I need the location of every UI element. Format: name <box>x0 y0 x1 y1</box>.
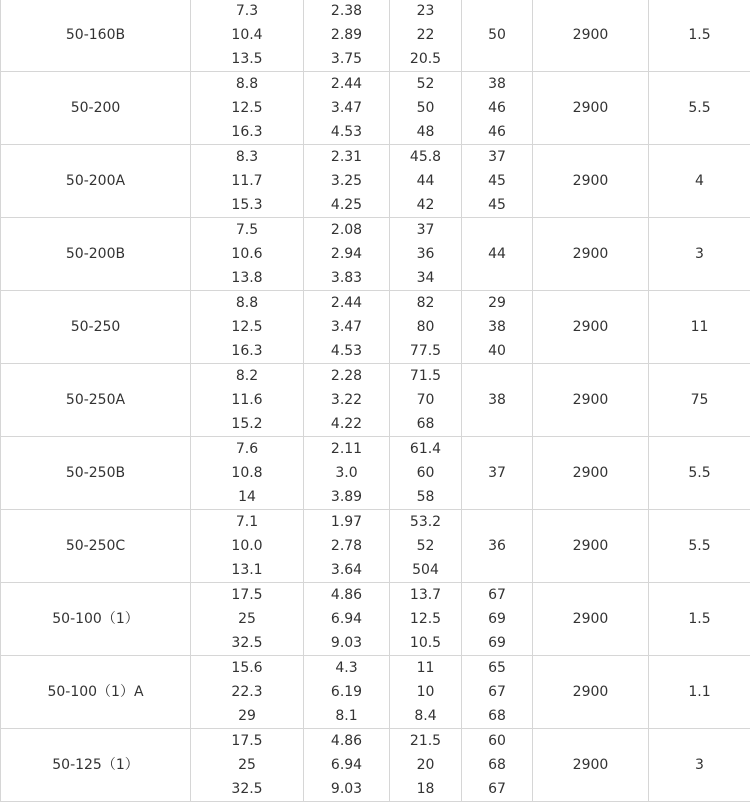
efficiency-cell <box>462 291 533 364</box>
head-cell-values <box>390 510 461 582</box>
efficiency-cell-values <box>462 23 532 47</box>
cell-value: 50-200A <box>65 173 126 189</box>
cell-value: 36 <box>416 246 435 262</box>
cell-value: 12.5 <box>409 611 442 627</box>
cell-value: 50-250 <box>70 319 121 335</box>
cell-value: 3.25 <box>330 173 363 189</box>
cell-value: 2900 <box>572 392 609 408</box>
model-cell <box>1 218 191 291</box>
flow-ls-cell-values <box>304 656 389 728</box>
flow-ls-cell-values <box>304 437 389 509</box>
cell-value: 46 <box>488 100 506 116</box>
cell-value: 37 <box>488 465 506 481</box>
head-cell-values <box>390 437 461 509</box>
flow-ls-cell <box>304 364 390 437</box>
speed-cell <box>533 291 649 364</box>
head-cell-values <box>390 364 461 436</box>
cell-value: 68 <box>416 416 435 432</box>
speed-cell <box>533 72 649 145</box>
flow-m3h-cell-values <box>191 437 303 509</box>
table-row <box>1 510 750 583</box>
cell-value: 53.2 <box>409 514 442 530</box>
cell-value: 15.3 <box>231 197 263 213</box>
cell-value: 1.5 <box>688 611 711 627</box>
cell-value: 3.89 <box>330 489 363 505</box>
cell-value: 2.44 <box>330 295 363 311</box>
cell-value: 22.3 <box>231 684 263 700</box>
cell-value: 69 <box>488 611 506 627</box>
cell-value: 67 <box>488 587 506 603</box>
cell-value: 8.3 <box>235 149 259 165</box>
cell-value: 13.5 <box>231 51 263 67</box>
cell-value: 77.5 <box>409 343 442 359</box>
flow-ls-cell <box>304 437 390 510</box>
cell-value: 16.3 <box>231 343 263 359</box>
power-cell <box>649 364 750 437</box>
model-cell <box>1 583 191 656</box>
efficiency-cell <box>462 72 533 145</box>
cell-value: 32.5 <box>231 781 263 797</box>
cell-value: 38 <box>488 392 506 408</box>
cell-value: 10 <box>416 684 435 700</box>
model-cell <box>1 145 191 218</box>
cell-value: 5.5 <box>688 538 711 554</box>
cell-value: 46 <box>488 124 506 140</box>
cell-value: 50-100（1） <box>52 611 139 627</box>
cell-value: 29 <box>488 295 506 311</box>
efficiency-cell-values <box>462 145 532 217</box>
cell-value: 21.5 <box>409 733 442 749</box>
flow-ls-cell-values <box>304 291 389 363</box>
cell-value: 5.5 <box>688 465 711 481</box>
cell-value: 13.7 <box>409 587 442 603</box>
model-cell <box>1 729 191 802</box>
cell-value: 37 <box>416 222 435 238</box>
cell-value: 4.53 <box>330 343 363 359</box>
cell-value: 15.2 <box>231 416 263 432</box>
cell-value: 8.1 <box>335 708 358 724</box>
cell-value: 2.08 <box>330 222 363 238</box>
cell-value: 36 <box>488 538 506 554</box>
efficiency-cell <box>462 656 533 729</box>
table-row <box>1 291 750 364</box>
flow-ls-cell-values <box>304 0 389 71</box>
flow-ls-cell <box>304 218 390 291</box>
cell-value: 50-160B <box>65 27 126 43</box>
flow-m3h-cell-values <box>191 583 303 655</box>
head-cell-values <box>390 218 461 290</box>
cell-value: 2900 <box>572 538 609 554</box>
cell-value: 48 <box>416 124 435 140</box>
cell-value: 80 <box>416 319 435 335</box>
cell-value: 13.1 <box>231 562 263 578</box>
cell-value: 6.19 <box>330 684 363 700</box>
cell-value: 50-250B <box>65 465 126 481</box>
flow-m3h-cell <box>191 729 304 802</box>
cell-value: 67 <box>488 781 506 797</box>
cell-value: 3 <box>695 246 704 262</box>
flow-m3h-cell-values <box>191 729 303 801</box>
efficiency-cell <box>462 218 533 291</box>
cell-value: 23 <box>416 3 435 19</box>
cell-value: 52 <box>416 538 435 554</box>
flow-ls-cell <box>304 656 390 729</box>
cell-value: 75 <box>690 392 709 408</box>
efficiency-cell-values <box>462 72 532 144</box>
flow-m3h-cell-values <box>191 364 303 436</box>
head-cell-values <box>390 145 461 217</box>
head-cell <box>390 656 462 729</box>
cell-value: 13.8 <box>231 270 263 286</box>
head-cell-values <box>390 656 461 728</box>
flow-ls-cell-values <box>304 510 389 582</box>
cell-value: 18 <box>416 781 435 797</box>
head-cell <box>390 218 462 291</box>
efficiency-cell-values <box>462 461 532 485</box>
cell-value: 8.8 <box>235 76 259 92</box>
table-row <box>1 364 750 437</box>
cell-value: 45 <box>488 173 506 189</box>
flow-m3h-cell-values <box>191 510 303 582</box>
flow-ls-cell-values <box>304 218 389 290</box>
cell-value: 4.53 <box>330 124 363 140</box>
cell-value: 2.44 <box>330 76 363 92</box>
cell-value: 7.3 <box>235 3 259 19</box>
cell-value: 2.31 <box>330 149 363 165</box>
cell-value: 20.5 <box>409 51 442 67</box>
cell-value: 32.5 <box>231 635 263 651</box>
efficiency-cell-values <box>462 388 532 412</box>
cell-value: 17.5 <box>231 587 263 603</box>
flow-m3h-cell-values <box>191 291 303 363</box>
cell-value: 10.5 <box>409 635 442 651</box>
efficiency-cell <box>462 0 533 72</box>
power-cell <box>649 218 750 291</box>
model-cell <box>1 656 191 729</box>
flow-m3h-cell-values <box>191 218 303 290</box>
flow-m3h-cell <box>191 364 304 437</box>
cell-value: 68 <box>488 757 506 773</box>
speed-cell <box>533 437 649 510</box>
table-row <box>1 437 750 510</box>
cell-value: 4.86 <box>330 733 363 749</box>
cell-value: 16.3 <box>231 124 263 140</box>
model-cell <box>1 510 191 583</box>
flow-ls-cell-values <box>304 364 389 436</box>
cell-value: 2.28 <box>330 368 363 384</box>
cell-value: 3 <box>695 757 704 773</box>
cell-value: 9.03 <box>330 635 363 651</box>
head-cell-values <box>390 583 461 655</box>
head-cell <box>390 145 462 218</box>
cell-value: 50-125（1） <box>52 757 139 773</box>
efficiency-cell <box>462 729 533 802</box>
cell-value: 3.75 <box>330 51 363 67</box>
table-row <box>1 729 750 802</box>
cell-value: 6.94 <box>330 757 363 773</box>
cell-value: 9.03 <box>330 781 363 797</box>
cell-value: 7.6 <box>235 441 259 457</box>
model-cell <box>1 0 191 72</box>
efficiency-cell-values <box>462 534 532 558</box>
cell-value: 4.3 <box>335 660 358 676</box>
cell-value: 8.8 <box>235 295 259 311</box>
cell-value: 8.4 <box>414 708 437 724</box>
cell-value: 5.5 <box>688 100 711 116</box>
table-row <box>1 656 750 729</box>
head-cell <box>390 510 462 583</box>
cell-value: 82 <box>416 295 435 311</box>
table-row <box>1 583 750 656</box>
flow-ls-cell <box>304 510 390 583</box>
cell-value: 17.5 <box>231 733 263 749</box>
cell-value: 1.1 <box>688 684 711 700</box>
flow-m3h-cell <box>191 291 304 364</box>
cell-value: 50-200 <box>70 100 121 116</box>
efficiency-cell-values <box>462 291 532 363</box>
flow-ls-cell <box>304 583 390 656</box>
power-cell <box>649 145 750 218</box>
cell-value: 2900 <box>572 173 609 189</box>
cell-value: 50-200B <box>65 246 126 262</box>
flow-ls-cell <box>304 72 390 145</box>
cell-value: 4 <box>695 173 704 189</box>
cell-value: 29 <box>238 708 256 724</box>
cell-value: 4.25 <box>330 197 363 213</box>
cell-value: 60 <box>488 733 506 749</box>
flow-m3h-cell <box>191 510 304 583</box>
power-cell <box>649 729 750 802</box>
cell-value: 50-250A <box>65 392 126 408</box>
table-row <box>1 0 750 72</box>
cell-value: 45 <box>488 197 506 213</box>
cell-value: 4.22 <box>330 416 363 432</box>
cell-value: 2900 <box>572 246 609 262</box>
efficiency-cell <box>462 364 533 437</box>
model-cell <box>1 364 191 437</box>
head-cell-values <box>390 291 461 363</box>
flow-m3h-cell <box>191 656 304 729</box>
cell-value: 11.6 <box>231 392 263 408</box>
cell-value: 70 <box>416 392 435 408</box>
flow-m3h-cell-values <box>191 145 303 217</box>
power-cell <box>649 510 750 583</box>
power-cell <box>649 656 750 729</box>
cell-value: 2.89 <box>330 27 363 43</box>
cell-value: 7.1 <box>235 514 259 530</box>
cell-value: 71.5 <box>409 368 442 384</box>
head-cell <box>390 0 462 72</box>
cell-value: 2900 <box>572 319 609 335</box>
cell-value: 504 <box>412 562 439 578</box>
power-cell <box>649 583 750 656</box>
cell-value: 12.5 <box>231 319 263 335</box>
flow-ls-cell <box>304 729 390 802</box>
head-cell <box>390 729 462 802</box>
table-row <box>1 218 750 291</box>
cell-value: 2900 <box>572 100 609 116</box>
cell-value: 11 <box>416 660 435 676</box>
cell-value: 3.64 <box>330 562 363 578</box>
flow-ls-cell <box>304 0 390 72</box>
flow-m3h-cell-values <box>191 656 303 728</box>
flow-m3h-cell <box>191 437 304 510</box>
cell-value: 6.94 <box>330 611 363 627</box>
cell-value: 7.5 <box>235 222 259 238</box>
flow-m3h-cell <box>191 583 304 656</box>
cell-value: 3.0 <box>335 465 358 481</box>
cell-value: 2.78 <box>330 538 363 554</box>
cell-value: 2.94 <box>330 246 363 262</box>
head-cell <box>390 437 462 510</box>
speed-cell <box>533 510 649 583</box>
cell-value: 14 <box>238 489 256 505</box>
head-cell <box>390 291 462 364</box>
head-cell <box>390 72 462 145</box>
cell-value: 58 <box>416 489 435 505</box>
speed-cell <box>533 729 649 802</box>
speed-cell <box>533 364 649 437</box>
model-cell <box>1 437 191 510</box>
power-cell <box>649 0 750 72</box>
cell-value: 1.97 <box>330 514 363 530</box>
speed-cell <box>533 218 649 291</box>
cell-value: 22 <box>416 27 435 43</box>
cell-value: 10.0 <box>231 538 263 554</box>
table-body <box>1 0 750 802</box>
cell-value: 2.38 <box>330 3 363 19</box>
cell-value: 69 <box>488 635 506 651</box>
cell-value: 1.5 <box>688 27 711 43</box>
cell-value: 67 <box>488 684 506 700</box>
cell-value: 25 <box>238 611 256 627</box>
speed-cell <box>533 583 649 656</box>
cell-value: 65 <box>488 660 506 676</box>
cell-value: 38 <box>488 319 506 335</box>
flow-ls-cell <box>304 145 390 218</box>
cell-value: 2900 <box>572 611 609 627</box>
cell-value: 44 <box>488 246 506 262</box>
flow-ls-cell-values <box>304 729 389 801</box>
table-row <box>1 145 750 218</box>
head-cell-values <box>390 72 461 144</box>
cell-value: 68 <box>488 708 506 724</box>
cell-value: 44 <box>416 173 435 189</box>
efficiency-cell-values <box>462 656 532 728</box>
cell-value: 10.6 <box>231 246 263 262</box>
efficiency-cell-values <box>462 583 532 655</box>
cell-value: 45.8 <box>409 149 442 165</box>
efficiency-cell <box>462 510 533 583</box>
cell-value: 2900 <box>572 684 609 700</box>
cell-value: 52 <box>416 76 435 92</box>
cell-value: 3.47 <box>330 319 363 335</box>
flow-m3h-cell-values <box>191 72 303 144</box>
cell-value: 11.7 <box>231 173 263 189</box>
speed-cell <box>533 656 649 729</box>
flow-ls-cell-values <box>304 145 389 217</box>
cell-value: 10.8 <box>231 465 263 481</box>
cell-value: 40 <box>488 343 506 359</box>
cell-value: 3.47 <box>330 100 363 116</box>
power-cell <box>649 291 750 364</box>
cell-value: 10.4 <box>231 27 263 43</box>
cell-value: 2900 <box>572 27 609 43</box>
cell-value: 42 <box>416 197 435 213</box>
cell-value: 37 <box>488 149 506 165</box>
efficiency-cell <box>462 437 533 510</box>
cell-value: 15.6 <box>231 660 263 676</box>
cell-value: 38 <box>488 76 506 92</box>
flow-m3h-cell-values <box>191 0 303 71</box>
cell-value: 11 <box>690 319 709 335</box>
head-cell-values <box>390 729 461 801</box>
head-cell <box>390 583 462 656</box>
cell-value: 25 <box>238 757 256 773</box>
power-cell <box>649 72 750 145</box>
efficiency-cell-values <box>462 729 532 801</box>
flow-ls-cell-values <box>304 72 389 144</box>
cell-value: 8.2 <box>235 368 259 384</box>
cell-value: 50-100（1）A <box>47 684 144 700</box>
cell-value: 3.22 <box>330 392 363 408</box>
head-cell-values <box>390 0 461 71</box>
efficiency-cell-values <box>462 242 532 266</box>
speed-cell <box>533 0 649 72</box>
flow-m3h-cell <box>191 72 304 145</box>
cell-value: 2.11 <box>330 441 363 457</box>
head-cell <box>390 364 462 437</box>
model-cell <box>1 72 191 145</box>
flow-ls-cell <box>304 291 390 364</box>
cell-value: 2900 <box>572 465 609 481</box>
speed-cell <box>533 145 649 218</box>
power-cell <box>649 437 750 510</box>
cell-value: 3.83 <box>330 270 363 286</box>
cell-value: 60 <box>416 465 435 481</box>
model-cell <box>1 291 191 364</box>
flow-m3h-cell <box>191 0 304 72</box>
efficiency-cell <box>462 583 533 656</box>
efficiency-cell <box>462 145 533 218</box>
flow-ls-cell-values <box>304 583 389 655</box>
flow-m3h-cell <box>191 218 304 291</box>
cell-value: 2900 <box>572 757 609 773</box>
cell-value: 50-250C <box>65 538 126 554</box>
cell-value: 50 <box>416 100 435 116</box>
table-row <box>1 72 750 145</box>
flow-m3h-cell <box>191 145 304 218</box>
cell-value: 50 <box>488 27 506 43</box>
cell-value: 4.86 <box>330 587 363 603</box>
cell-value: 61.4 <box>409 441 442 457</box>
cell-value: 34 <box>416 270 435 286</box>
cell-value: 20 <box>416 757 435 773</box>
cell-value: 12.5 <box>231 100 263 116</box>
